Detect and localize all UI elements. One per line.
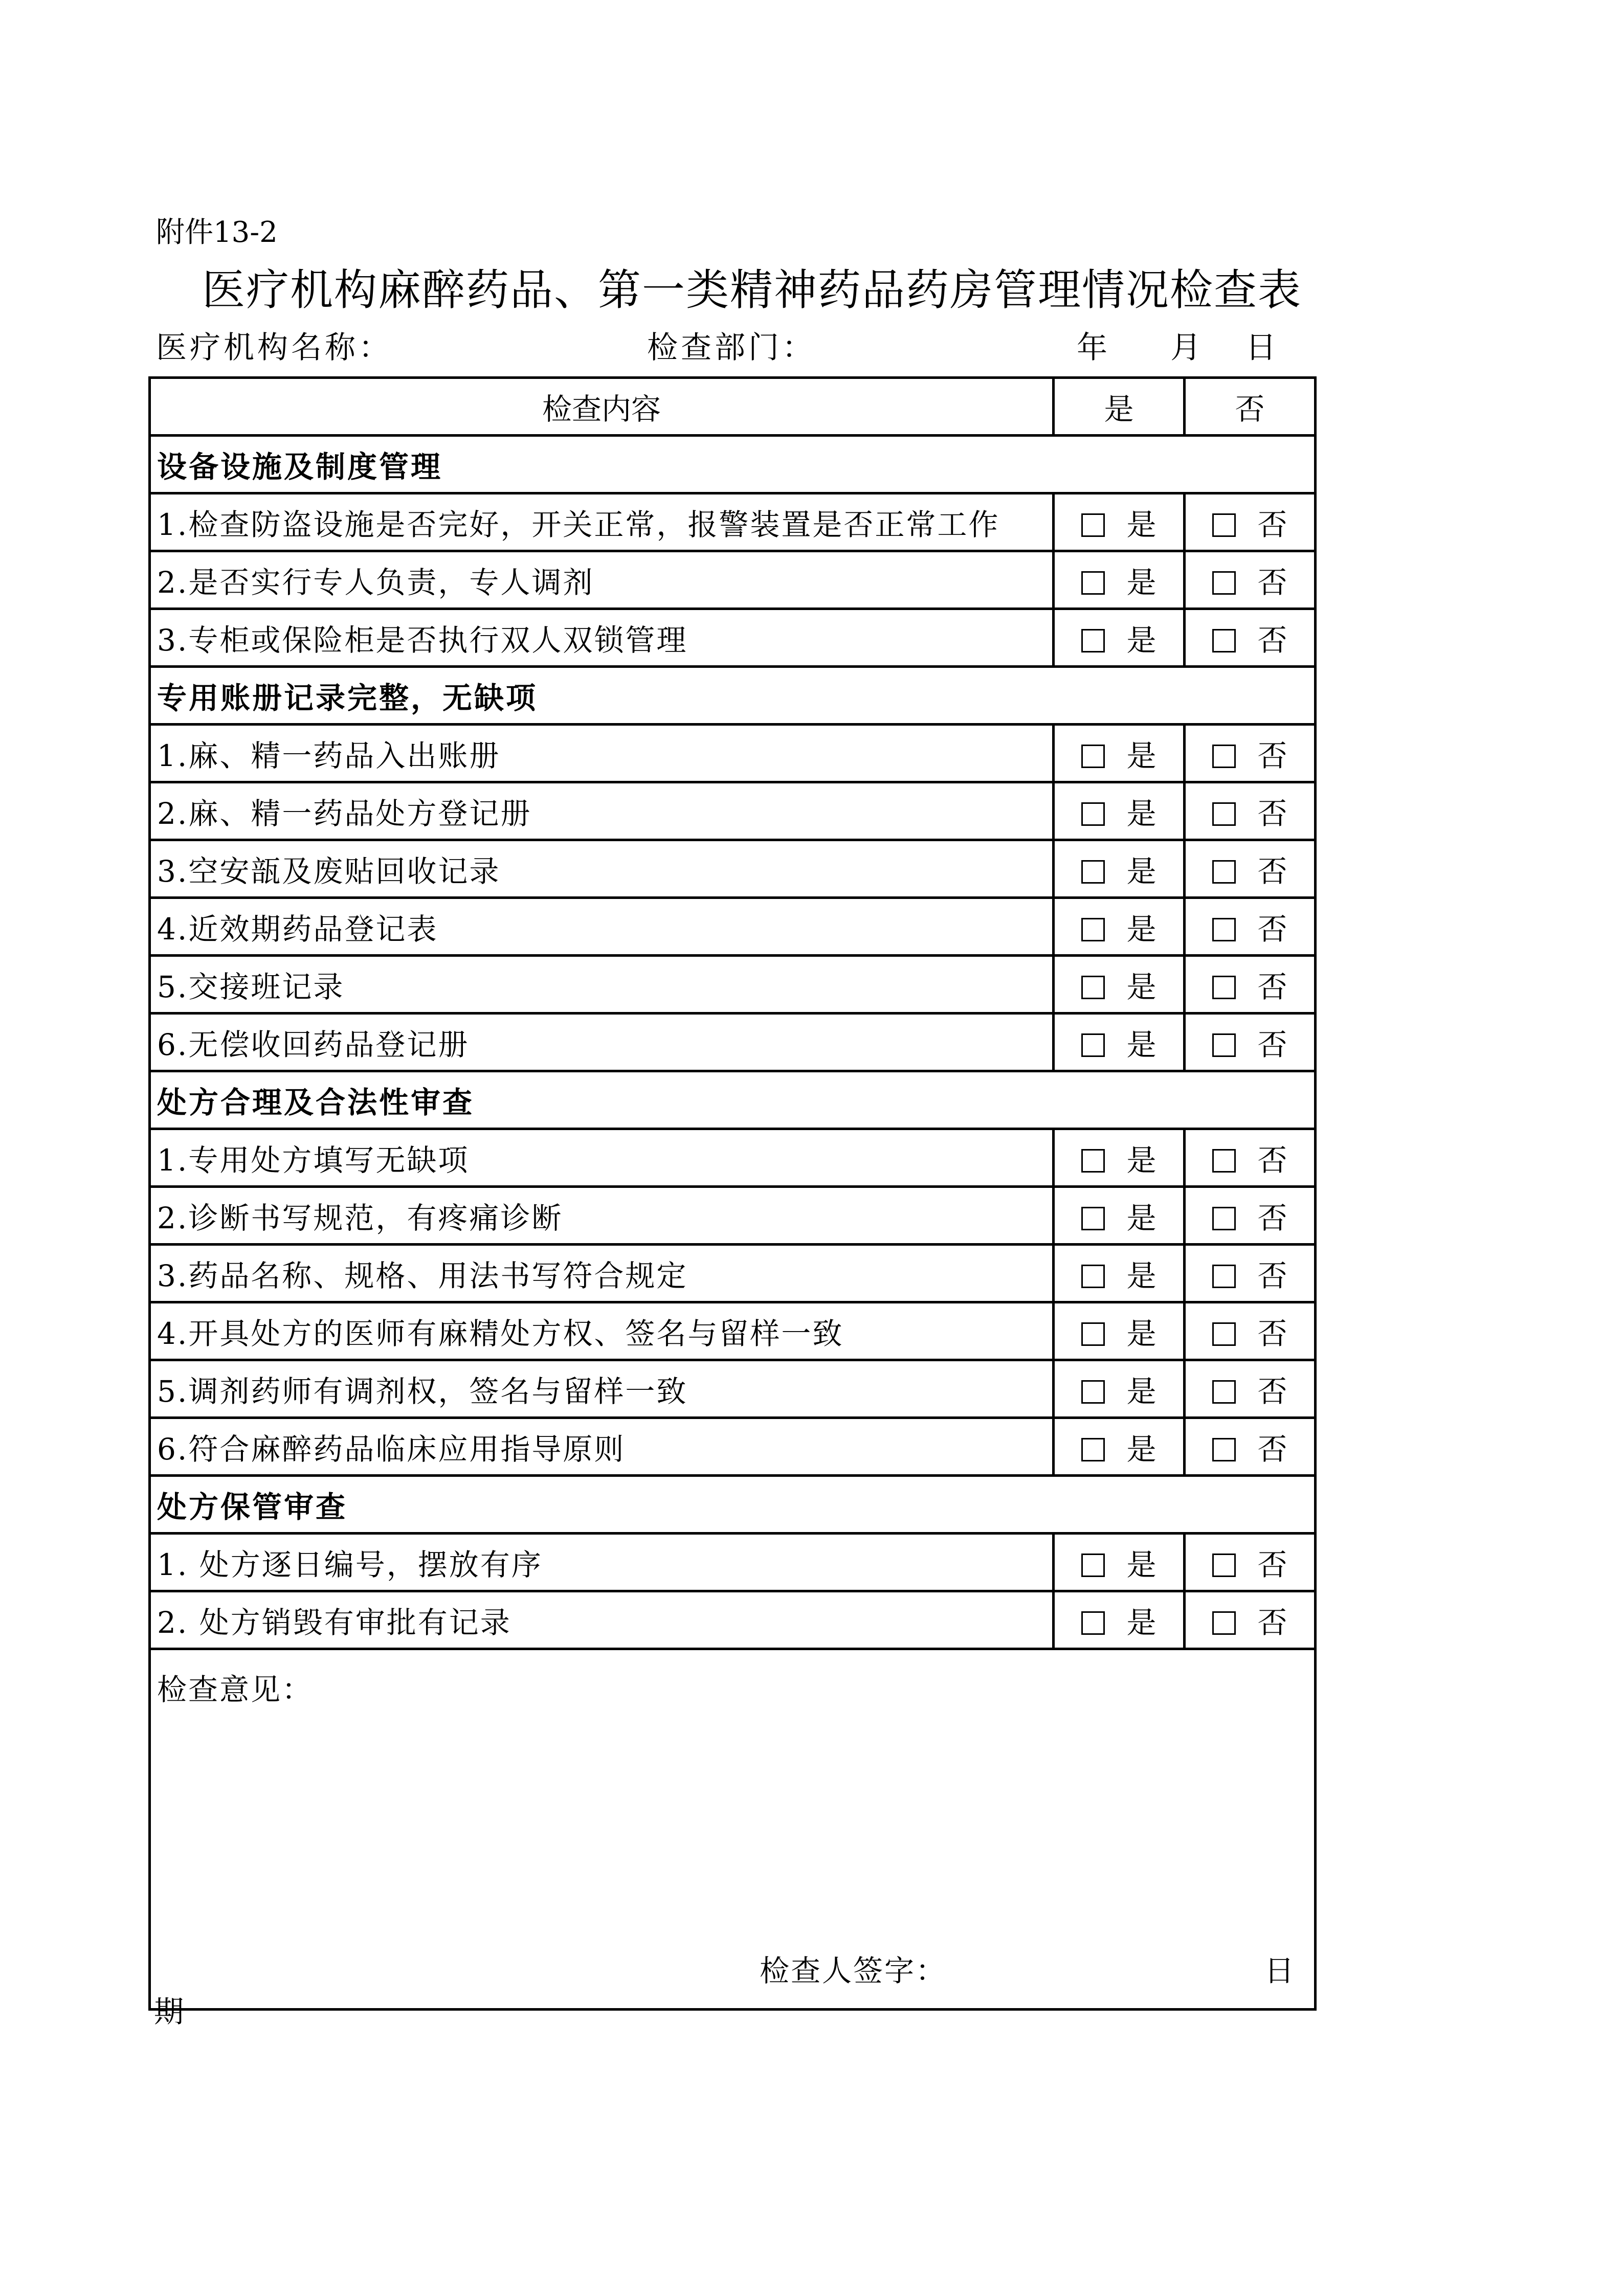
option-yes-label: 是: [1126, 1258, 1156, 1293]
checkbox-no[interactable]: [1212, 976, 1236, 999]
checkbox-yes[interactable]: [1081, 1438, 1105, 1461]
table-row: [150, 551, 1316, 609]
checkbox-yes[interactable]: [1081, 976, 1105, 999]
section-title: 专用账册记录完整，无缺项: [150, 667, 1316, 725]
item-text: 1.专用处方填写无缺项: [150, 1129, 1054, 1187]
option-no-label: 否: [1257, 1258, 1287, 1293]
option-no-label: 否: [1257, 1605, 1287, 1640]
table-row: [150, 1245, 1316, 1302]
option-yes-label: 是: [1126, 1201, 1156, 1235]
option-no-label: 否: [1257, 1201, 1287, 1235]
checkbox-yes[interactable]: [1081, 571, 1105, 595]
opinion-cell[interactable]: [150, 1649, 1316, 2029]
date-line: [1077, 323, 1279, 367]
day-label: 日: [1245, 330, 1280, 366]
checkbox-no[interactable]: [1212, 1265, 1236, 1288]
section-row: [150, 1476, 1316, 1534]
item-text: 4.近效期药品登记表: [150, 898, 1054, 956]
year-label: 年: [1077, 330, 1110, 366]
checkbox-yes[interactable]: [1081, 1554, 1105, 1577]
option-yes-cell: [1054, 782, 1185, 840]
option-yes-label: 是: [1126, 738, 1156, 773]
option-yes-cell: [1054, 1187, 1185, 1245]
option-yes-label: 是: [1126, 796, 1156, 831]
checkbox-yes[interactable]: [1081, 918, 1105, 941]
option-no-cell: [1185, 898, 1316, 956]
table-row: [150, 1534, 1316, 1591]
date-ri-label: 日: [1264, 1953, 1296, 1988]
header-no: 否: [1185, 378, 1316, 436]
table-row: [150, 725, 1316, 782]
section-title: 处方保管审查: [150, 1476, 1316, 1534]
item-text: 6.符合麻醉药品临床应用指导原则: [150, 1418, 1054, 1476]
option-no-cell: [1185, 1534, 1316, 1591]
signature-label: 检查人签字：: [760, 1953, 947, 1988]
option-yes-cell: [1054, 956, 1185, 1014]
checkbox-no[interactable]: [1212, 802, 1236, 826]
table-row: [150, 1302, 1316, 1360]
option-yes-label: 是: [1126, 1143, 1156, 1178]
checkbox-yes[interactable]: [1081, 1380, 1105, 1404]
page-title: 医疗机构麻醉药品、第一类精神药品药房管理情况检查表: [202, 265, 1302, 315]
option-no-cell: [1185, 956, 1316, 1014]
item-text: 2.是否实行专人负责，专人调剂: [150, 551, 1054, 609]
org-name-label: 医疗机构名称：: [156, 330, 392, 366]
option-no-label: 否: [1257, 1027, 1287, 1062]
option-no-label: 否: [1257, 1316, 1287, 1351]
checkbox-yes[interactable]: [1081, 513, 1105, 537]
header-yes: 是: [1054, 378, 1185, 436]
option-yes-label: 是: [1126, 623, 1156, 658]
table-row: [150, 609, 1316, 667]
option-no-label: 否: [1257, 1143, 1287, 1178]
table-row: [150, 1360, 1316, 1418]
option-no-label: 否: [1257, 507, 1287, 542]
checkbox-no[interactable]: [1212, 860, 1236, 884]
checkbox-yes[interactable]: [1081, 1149, 1105, 1173]
option-yes-label: 是: [1126, 507, 1156, 542]
option-yes-label: 是: [1126, 970, 1156, 1004]
inspection-table: [148, 376, 1317, 2029]
checkbox-no[interactable]: [1212, 629, 1236, 652]
option-no-cell: [1185, 1245, 1316, 1302]
option-no-cell: [1185, 782, 1316, 840]
option-no-label: 否: [1257, 1547, 1287, 1582]
table-row: [150, 956, 1316, 1014]
checkbox-no[interactable]: [1212, 571, 1236, 595]
option-yes-label: 是: [1126, 1374, 1156, 1409]
option-no-label: 否: [1257, 970, 1287, 1004]
item-text: 3.药品名称、规格、用法书写符合规定: [150, 1245, 1054, 1302]
table-row: [150, 493, 1316, 551]
option-no-cell: [1185, 1360, 1316, 1418]
table-row: [150, 782, 1316, 840]
checkbox-yes[interactable]: [1081, 802, 1105, 826]
checkbox-no[interactable]: [1212, 745, 1236, 768]
option-no-cell: [1185, 840, 1316, 898]
option-yes-label: 是: [1126, 1432, 1156, 1467]
section-row: [150, 1071, 1316, 1129]
checkbox-yes[interactable]: [1081, 1207, 1105, 1230]
checkbox-yes[interactable]: [1081, 1265, 1105, 1288]
checkbox-yes[interactable]: [1081, 1322, 1105, 1346]
checkbox-yes[interactable]: [1081, 1611, 1105, 1635]
option-no-cell: [1185, 609, 1316, 667]
checkbox-yes[interactable]: [1081, 1033, 1105, 1057]
item-text: 3.专柜或保险柜是否执行双人双锁管理: [150, 609, 1054, 667]
option-yes-cell: [1054, 725, 1185, 782]
table-row: [150, 1418, 1316, 1476]
checkbox-no[interactable]: [1212, 1149, 1236, 1173]
item-text: 4.开具处方的医师有麻精处方权、签名与留样一致: [150, 1302, 1054, 1360]
option-no-cell: [1185, 1014, 1316, 1071]
table-header: [150, 378, 1316, 436]
item-text: 6.无偿收回药品登记册: [150, 1014, 1054, 1071]
header-content: 检查内容: [150, 378, 1054, 436]
item-text: 3.空安瓿及废贴回收记录: [150, 840, 1054, 898]
table-row: [150, 1187, 1316, 1245]
checkbox-no[interactable]: [1212, 1322, 1236, 1346]
table-row: [150, 898, 1316, 956]
option-no-cell: [1185, 493, 1316, 551]
option-yes-cell: [1054, 1534, 1185, 1591]
table-row: [150, 1014, 1316, 1071]
item-text: 1. 处方逐日编号，摆放有序: [150, 1534, 1054, 1591]
option-no-label: 否: [1257, 854, 1287, 889]
checkbox-yes[interactable]: [1081, 745, 1105, 768]
option-yes-cell: [1054, 898, 1185, 956]
section-title: 处方合理及合法性审查: [150, 1071, 1316, 1129]
section-title: 设备设施及制度管理: [150, 436, 1316, 493]
opinion-row: [150, 1649, 1316, 2010]
table-row: [150, 1129, 1316, 1187]
item-text: 2.诊断书写规范，有疼痛诊断: [150, 1187, 1054, 1245]
checkbox-no[interactable]: [1212, 1438, 1236, 1461]
option-no-label: 否: [1257, 1374, 1287, 1409]
option-no-cell: [1185, 551, 1316, 609]
option-no-label: 否: [1257, 565, 1287, 600]
option-no-cell: [1185, 725, 1316, 782]
table-row: [150, 840, 1316, 898]
checkbox-no[interactable]: [1212, 1033, 1236, 1057]
checkbox-no[interactable]: [1212, 1380, 1236, 1404]
option-yes-cell: [1054, 1302, 1185, 1360]
option-yes-label: 是: [1126, 1027, 1156, 1062]
option-yes-cell: [1054, 493, 1185, 551]
option-no-label: 否: [1257, 912, 1287, 947]
section-row: [150, 667, 1316, 725]
checkbox-no[interactable]: [1212, 1207, 1236, 1230]
month-label: 月: [1170, 330, 1205, 366]
option-yes-cell: [1054, 1418, 1185, 1476]
option-yes-cell: [1054, 1360, 1185, 1418]
option-no-cell: [1185, 1302, 1316, 1360]
item-text: 2. 处方销毁有审批有记录: [150, 1591, 1054, 1649]
option-yes-cell: [1054, 609, 1185, 667]
option-yes-cell: [1054, 1129, 1185, 1187]
option-no-label: 否: [1257, 1432, 1287, 1467]
option-no-cell: [1185, 1418, 1316, 1476]
dept-label: 检查部门：: [647, 330, 816, 366]
option-no-label: 否: [1257, 796, 1287, 831]
checkbox-no[interactable]: [1212, 1611, 1236, 1635]
option-no-label: 否: [1257, 623, 1287, 658]
checkbox-no[interactable]: [1212, 1554, 1236, 1577]
option-yes-label: 是: [1126, 1316, 1156, 1351]
attachment-label: 附件13-2: [156, 216, 278, 249]
item-text: 5.交接班记录: [150, 956, 1054, 1014]
item-text: 1.检查防盗设施是否完好，开关正常，报警装置是否正常工作: [150, 493, 1054, 551]
option-no-cell: [1185, 1591, 1316, 1649]
opinion-label: 检查意见：: [157, 1672, 314, 1707]
option-yes-label: 是: [1126, 854, 1156, 889]
option-yes-cell: [1054, 840, 1185, 898]
checkbox-yes[interactable]: [1081, 860, 1105, 884]
option-yes-label: 是: [1126, 1605, 1156, 1640]
option-yes-cell: [1054, 551, 1185, 609]
table-row: [150, 1591, 1316, 1649]
item-text: 1.麻、精一药品入出账册: [150, 725, 1054, 782]
date-qi-label: 期: [154, 1994, 186, 2029]
option-no-cell: [1185, 1187, 1316, 1245]
section-row: [150, 436, 1316, 493]
item-text: 2.麻、精一药品处方登记册: [150, 782, 1054, 840]
checkbox-yes[interactable]: [1081, 629, 1105, 652]
option-no-cell: [1185, 1129, 1316, 1187]
option-yes-label: 是: [1126, 1547, 1156, 1582]
checkbox-no[interactable]: [1212, 918, 1236, 941]
checkbox-no[interactable]: [1212, 513, 1236, 537]
option-yes-cell: [1054, 1245, 1185, 1302]
option-no-label: 否: [1257, 738, 1287, 773]
option-yes-cell: [1054, 1014, 1185, 1071]
option-yes-cell: [1054, 1591, 1185, 1649]
option-yes-label: 是: [1126, 565, 1156, 600]
option-yes-label: 是: [1126, 912, 1156, 947]
item-text: 5.调剂药师有调剂权，签名与留样一致: [150, 1360, 1054, 1418]
